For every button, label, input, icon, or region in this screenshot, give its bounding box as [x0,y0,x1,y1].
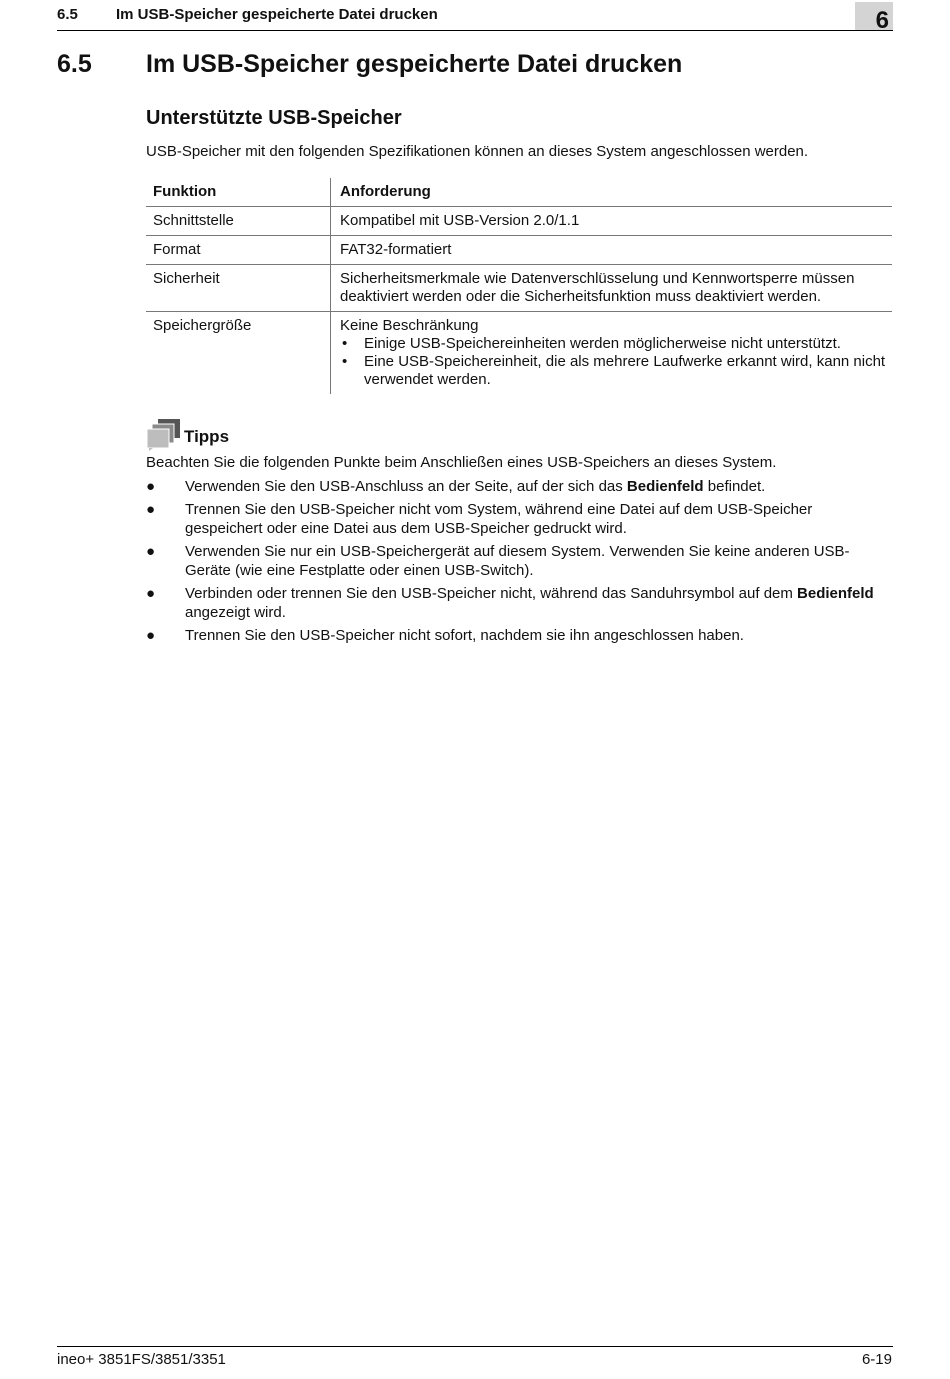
column-header-requirement: Anforderung [340,183,431,200]
requirement-bullet: • Eine USB-Speichereinheit, die als mehrere Laufwerke erkannt wird, kann nicht verwendet werden. [340,353,892,389]
bullet-icon: ● [146,543,156,560]
bullet-icon: ● [146,585,156,602]
bullet-icon: ● [146,478,156,495]
footer-model: ineo+ 3851FS/3851/3351 [57,1351,226,1368]
tips-item: ● Trennen Sie den USB-Speicher nicht sofort, nachdem sie ihn angeschlossen haben. [146,627,744,644]
chapter-tab: 6 [855,2,893,30]
tips-item: ● Verwenden Sie nur ein USB-Speichergerät auf diesem System. Verwenden Sie keine anderen USB-Geräte (wie eine Festplatte oder einen USB-Switch). [146,543,850,579]
table-cell-requirement: FAT32-formatiert [340,241,452,258]
tips-list [146,477,892,649]
intro-paragraph: USB-Speicher mit den folgenden Spezifikationen können an dieses System angeschlossen werden. [146,143,809,160]
table-cell-requirement: Kompatibel mit USB-Version 2.0/1.1 [340,212,580,229]
tips-title: Tipps [184,427,230,446]
requirement-bullet-list [340,335,892,389]
tips-item: ● Verbinden oder trennen Sie den USB-Speicher nicht, während das Sanduhrsymbol auf dem Bedienfeld angezeigt wird. [146,585,874,621]
page-title-text: Im USB-Speicher gespeicherte Datei drucken [146,50,683,78]
tips-item: ● Verwenden Sie den USB-Anschluss an der Seite, auf der sich das Bedienfeld befindet. [146,478,766,495]
requirement-text: Keine Beschränkung [340,317,479,334]
bullet-icon: ● [146,501,156,518]
page-title-number: 6.5 [57,50,92,78]
table-cell-function: Sicherheit [153,270,220,287]
section-subheading: Unterstützte USB-Speicher [146,107,402,129]
table-row [146,207,892,236]
table-cell-requirement [340,312,892,394]
tips-intro: Beachten Sie die folgenden Punkte beim Anschließen eines USB-Speichers an dieses System. [146,454,777,471]
footer-divider [57,1346,893,1347]
table-row [146,265,892,312]
footer-page-number: 6-19 [861,1351,892,1368]
table-cell-function: Speichergröße [153,317,252,334]
running-header-section-title: Im USB-Speicher gespeicherte Datei drucken [116,6,438,23]
column-header-function: Funktion [153,183,217,200]
table-cell-requirement: Sicherheitsmerkmale wie Datenverschlüsselung und Kennwortsperre müssen deaktiviert werden oder die Sicherheitsfunktion muss deaktiviert werden. [340,270,855,305]
tips-pages-icon [146,418,182,452]
bullet-icon: ● [146,627,156,644]
requirement-bullet: • Einige USB-Speichereinheiten werden möglicherweise nicht unterstützt. [340,335,892,353]
table-header-row [146,178,892,207]
tips-item: ● Trennen Sie den USB-Speicher nicht vom System, während eine Datei auf dem USB-Speicher gespeichert oder eine Datei aus dem USB-Speicher gedruckt wird. [146,501,813,537]
table-cell-function: Format [153,241,201,258]
table-row [146,236,892,265]
running-header [57,4,893,34]
running-header-section-number: 6.5 [57,6,78,23]
table-cell-function: Schnittstelle [153,212,234,229]
table-row [146,312,892,394]
spec-table [146,178,892,394]
